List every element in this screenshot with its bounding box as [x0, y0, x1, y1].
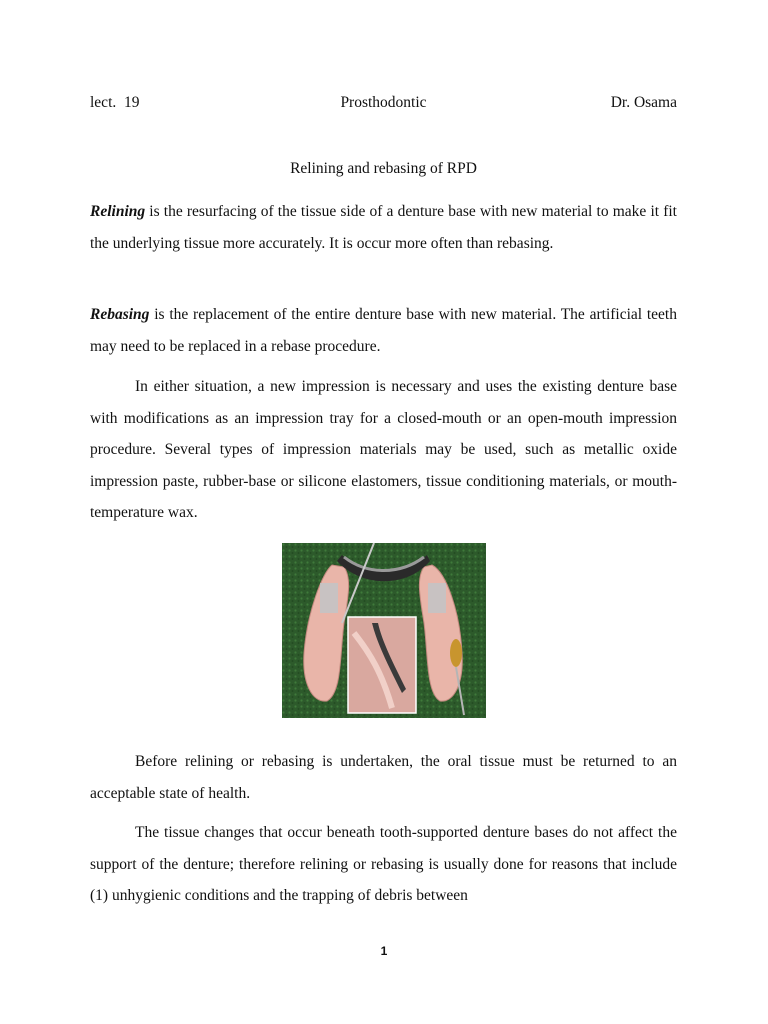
rebasing-text: is the replacement of the entire denture base with new material. The artificial teeth may need to be replaced in a rebase procedure.: [90, 306, 677, 355]
rebasing-term: Rebasing: [90, 306, 150, 323]
relining-text: is the resurfacing of the tissue side of a denture base with new material to make it fit the underlying tissue more accurately. It is occur more often than rebasing.: [90, 203, 677, 252]
before-relining-paragraph: Before relining or rebasing is undertaken, the oral tissue must be returned to an acceptable state of health.: [90, 753, 677, 802]
tissue-changes-paragraph: The tissue changes that occur beneath tooth-supported denture bases do not affect the support of the denture; therefore relining or rebasing is usually done for reasons that include (1) unhygienic conditions and the trapping of debris between: [90, 824, 677, 904]
impression-paragraph: In either situation, a new impression is necessary and uses the existing denture base with modifications as an impression tray for a closed-mouth or an open-mouth impression procedure. Several types of impression materials may be used, such as metallic oxide impression paste, rubber-base or silicone elastomers, tissue conditioning materials, or mouth-temperature wax.: [90, 378, 677, 521]
header-lecture-number: lect. 19: [90, 94, 140, 111]
rebasing-definition: [90, 299, 677, 362]
document-title: Relining and rebasing of RPD: [290, 160, 477, 177]
page-number: 1: [380, 944, 388, 958]
relining-term: Relining: [90, 203, 146, 220]
header-subject: Prosthodontic: [340, 94, 427, 111]
header-author: Dr. Osama: [610, 94, 677, 111]
denture-photo: [282, 543, 486, 718]
relining-definition: [90, 196, 677, 259]
